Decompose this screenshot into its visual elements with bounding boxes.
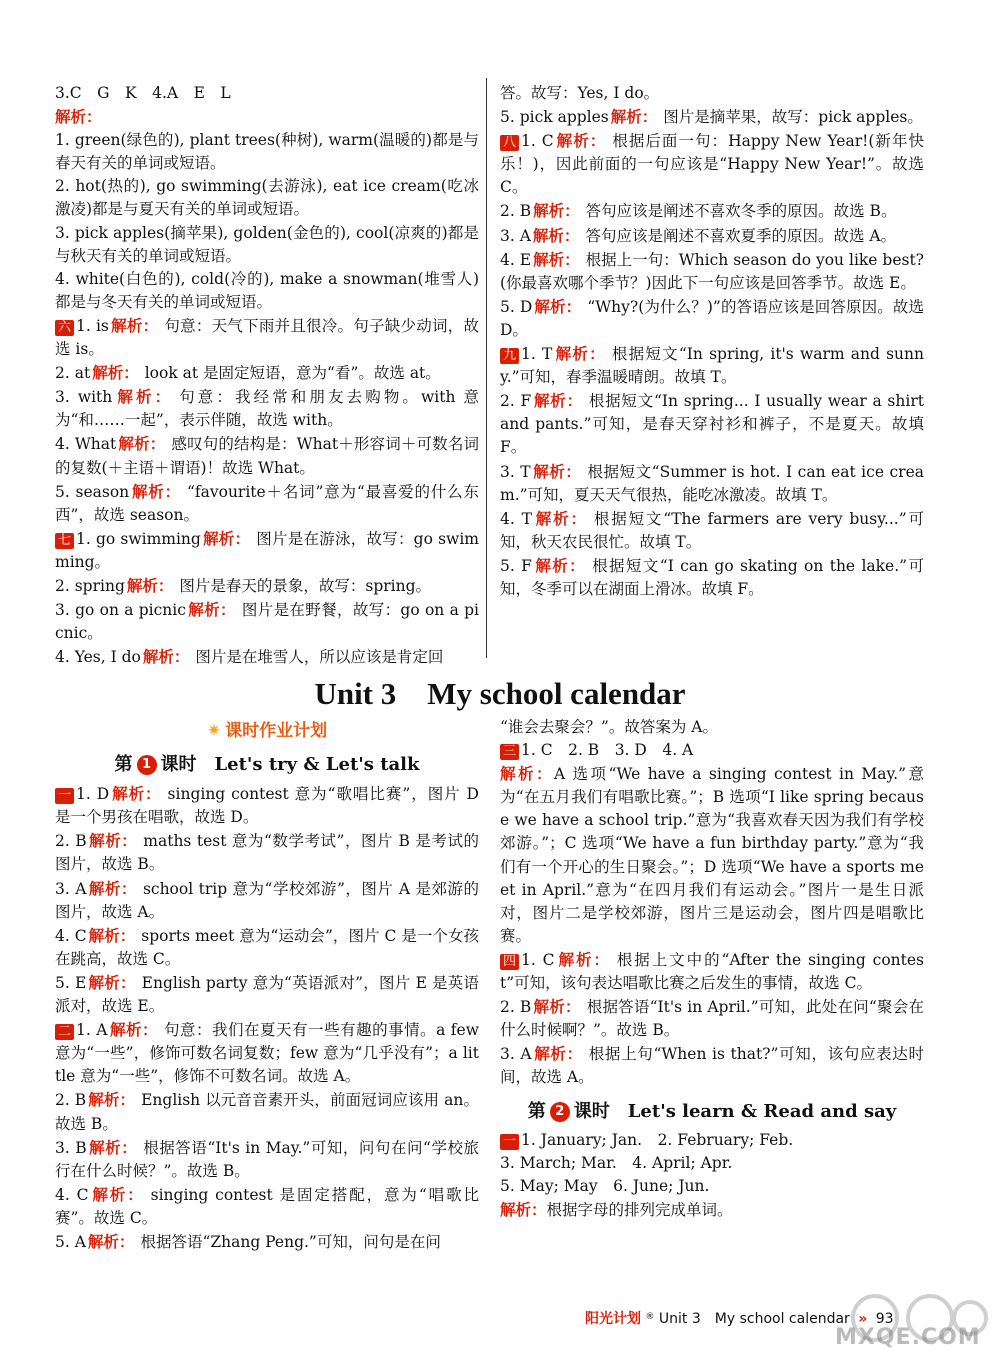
answer-line [55, 175, 479, 221]
answer-text: 4. E [500, 250, 532, 269]
analysis-label: 解析： [533, 249, 580, 269]
answer-line [55, 527, 479, 574]
answer-text: 答。故写：Yes, I do。 [500, 84, 660, 102]
analysis-label: 解析： [88, 878, 137, 898]
bottom-left-column [55, 716, 479, 1254]
analysis-label: 解析： [533, 201, 580, 221]
answer-line [500, 389, 924, 459]
answer-line [55, 314, 479, 361]
analysis-text: “favourite＋名词”意为“最喜爱的什么东西”，故选 season。 [55, 482, 479, 524]
answer-text: 5. pick apples [500, 108, 609, 127]
analysis-label: 解析： [88, 831, 138, 851]
section-number-badge: 一 [55, 788, 74, 804]
footer-unit: Unit 3 My school calendar [658, 1311, 850, 1327]
answer-text: 5. May; May 6. June; Jun. [500, 1176, 710, 1195]
answer-text: 1. C 2. B 3. D 4. A [521, 741, 694, 760]
analysis-label: 解析： [118, 434, 166, 454]
analysis-text: 根据答语“It's in May.”可知，问句在问“学校旅行在什么时候？”。故选 B。 [55, 1138, 479, 1180]
analysis-text: 根据上文中的“After the singing contest”可知，该句表达唱歌比赛之后发生的事情，故选 C。 [500, 950, 924, 993]
answer-line [500, 762, 924, 948]
analysis-label: 解析： [88, 1090, 136, 1110]
analysis-text: 句意：我们在夏天有一些有趣的事情。a few 意为“一些”，修饰可数名词复数；few 意为“几乎没有”；a little 意为“一些”，修饰不可数名词。故选 A。 [55, 1021, 479, 1086]
unit-title: Unit 3 My school calendar [314, 676, 686, 711]
answer-text: 3. with [55, 388, 113, 407]
answer-text: 1. is [76, 316, 109, 335]
analysis-text: singing contest 意为“歌唱比赛”，图片 D 是一个男孩在唱歌，故选 D。 [55, 785, 479, 827]
analysis-text: English 以元音音素开头，前面冠词应该用 an。故选 B。 [55, 1091, 479, 1133]
answer-line [55, 82, 479, 105]
answer-line [55, 268, 479, 314]
analysis-text: 句意：我经常和朋友去购物。with 意为“和……一起”，表示伴随，故选 with。 [55, 388, 479, 430]
analysis-label: 解析： [88, 925, 136, 945]
answer-text: 5. season [55, 482, 130, 501]
answer-text: 3. pick apples(摘苹果), golden(金色的), cool(凉爽的)都是与秋天有关的单词或短语。 [55, 223, 479, 265]
analysis-text: 句意：天气下雨并且很冷。句子缺少动词，故选 is。 [55, 316, 479, 359]
analysis-text: singing contest 是固定搭配，意为“唱歌比赛”。故选 C。 [55, 1185, 479, 1227]
answer-text: 2. B [55, 1091, 87, 1110]
answer-text: 2. spring [55, 576, 125, 595]
analysis-text: 根据答语“It's in April.”可知，此处在问“聚会在什么时候啊？”。故选 B。 [500, 998, 924, 1040]
analysis-label: 解析： [131, 481, 181, 501]
lesson-2-answers [500, 1129, 924, 1222]
lesson-prefix: 第 [114, 754, 133, 776]
analysis-label: 解析： [111, 784, 162, 804]
analysis-text: look at 是固定短语，意为“看”。故选 at。 [144, 364, 441, 383]
answer-line [500, 224, 924, 248]
analysis-label: 解析： [532, 225, 580, 245]
top-right-column [500, 82, 924, 601]
answer-text: 4. C [55, 1185, 89, 1204]
lesson-title: 课时 Let's learn & Read and say [573, 1100, 897, 1122]
lesson-number-badge: 1 [137, 755, 157, 775]
section-number-badge: 八 [500, 135, 519, 151]
section-number-badge: 一 [500, 1134, 519, 1150]
analysis-text: 图片是春天的景象，故写：spring。 [179, 576, 432, 595]
analysis-label: 解析： [534, 296, 582, 316]
analysis-text: A 选项“We have a singing contest in May.”意为“在五月我们有唱歌比赛。”；B 选项“I like spring because we have a school trip.”意为“我喜欢春天因为我们有学校郊游。”；C 选项“We have a fun birthday party.”意为“我们有一个开心的生日聚会。”；D 选项“We have a sports meet in April.”意为“在四月我们有运动会。”图片一是生日派对，图片二是学校郊游，图片三是运动会，图片四是唱歌比赛。 [500, 765, 924, 945]
section-number-badge: 四 [500, 954, 519, 970]
analysis-label: 解析： [55, 107, 102, 127]
lesson-1-answers [55, 782, 479, 1254]
analysis-label: 解析： [500, 764, 554, 784]
answer-text: 3. March; Mar. 4. April; Apr. [500, 1153, 733, 1172]
analysis-text: 图片是在游泳，故写：go swimming。 [55, 529, 479, 571]
analysis-text: 答句应该是阐述不喜欢冬季的原因。故选 B。 [585, 202, 897, 221]
answer-text: 2. F [500, 392, 532, 411]
answer-text: 1. January; Jan. 2. February; Feb. [521, 1130, 794, 1149]
answer-text: 1. go swimming [76, 529, 201, 548]
analysis-text: 图片是摘苹果，故写：pick apples。 [663, 108, 923, 127]
analysis-label: 解析： [110, 315, 159, 335]
answer-line [500, 82, 924, 105]
answer-text: “谁会去聚会？”。故答案为 A。 [500, 718, 718, 736]
analysis-label: 解析： [532, 461, 582, 481]
analysis-text: 根据短文“The farmers are very busy...”可知，秋天农民很忙。故填 T。 [500, 509, 924, 551]
analysis-label: 解析： [555, 131, 607, 151]
section-number-badge: 三 [500, 744, 519, 760]
analysis-text: 根据短文“I can go skating on the lake.”可知，冬季可以在湖面上滑冰。故填 F。 [500, 556, 924, 598]
answer-text: 1. A [76, 1021, 108, 1040]
lesson-title: 课时 Let's try & Let's talk [160, 754, 420, 776]
analysis-label: 解析： [90, 1184, 145, 1204]
answer-line [500, 1152, 924, 1175]
answer-line [500, 1129, 924, 1152]
answer-text: 2. B [500, 202, 532, 221]
answer-line [500, 342, 924, 389]
lesson-prefix: 第 [527, 1100, 546, 1122]
analysis-label: 解析： [126, 575, 174, 595]
answer-line [500, 948, 924, 995]
sparkle-icon: ✷ [206, 721, 222, 741]
answer-text: 4. white(白色的), cold(冷的), make a snowman(堆雪人)都是与冬天有关的单词或短语。 [55, 269, 479, 311]
answer-text: 2. B [55, 832, 87, 851]
answer-line [55, 598, 479, 645]
answer-text: 3. T [500, 462, 531, 481]
answer-line [55, 924, 479, 971]
answer-line [500, 739, 924, 762]
answer-line [55, 385, 479, 432]
analysis-label: 解析： [556, 949, 611, 969]
answer-line [55, 361, 479, 385]
analysis-text: 答句应该是阐述不喜欢夏季的原因。故选 A。 [585, 226, 897, 245]
analysis-label: 解析： [88, 972, 136, 992]
analysis-text: sports meet 意为“运动会”，图片 C 是一个女孩在跳高，故选 C。 [55, 926, 479, 968]
analysis-text: 根据上句“When is that?”可知，该句应表达时间，故选 A。 [500, 1045, 924, 1087]
analysis-label: 解析： [87, 1231, 135, 1251]
section-number-badge: 七 [55, 533, 74, 549]
analysis-label: 解析： [114, 387, 174, 407]
answer-line [55, 105, 479, 129]
analysis-label: 解析： [187, 600, 236, 620]
answer-line [55, 432, 479, 479]
analysis-text: 根据短文“In spring, it's warm and sunny.”可知，春季温暖晴朗。故填 T。 [500, 345, 924, 387]
answer-line [55, 1136, 479, 1183]
answer-line [500, 1198, 924, 1222]
answer-text: 1. D [76, 785, 110, 804]
analysis-text: 根据上一句：Which season do you like best?(你最喜欢哪个季节？)因此下一句应该是回答季节。故选 E。 [500, 250, 924, 292]
answer-text: 4. Yes, I do [55, 648, 141, 667]
top-left-column [55, 82, 479, 669]
analysis-text: 根据短文“In spring... I usually wear a shirt and pants.”可知，是春天穿衬衫和裤子，不是夏天。故填 F。 [500, 392, 924, 457]
answer-line [500, 129, 924, 199]
answer-text: 1. C [521, 950, 555, 969]
answer-line [500, 716, 924, 739]
analysis-label: 解析： [533, 1044, 583, 1064]
analysis-label: 解析： [533, 508, 588, 528]
answer-line [55, 1088, 479, 1135]
plan-label: 课时作业计划 [225, 721, 328, 741]
analysis-text: 根据答语“Zhang Peng.”可知，问句是在问 [140, 1232, 441, 1251]
analysis-label: 解析： [554, 344, 606, 364]
analysis-text: English party 意为“英语派对”，图片 E 是英语派对，故选 E。 [55, 973, 479, 1016]
analysis-label: 解析： [533, 391, 583, 411]
answer-line [55, 782, 479, 829]
analysis-text: maths test 意为“数学考试”，图片 B 是考试的图片，故选 B。 [55, 832, 479, 874]
answer-line [500, 460, 924, 507]
analysis-text: 根据短文“Summer is hot. I can eat ice cream.”可知，夏天天气很热，能吃冰激凌。故填 T。 [500, 462, 924, 504]
homework-plan-heading [55, 720, 479, 743]
answer-text: 3. go on a picnic [55, 601, 186, 620]
answer-text: 5. D [500, 297, 533, 316]
answer-line [500, 1175, 924, 1198]
answer-text: 1. T [521, 345, 553, 364]
analysis-text: school trip 意为“学校郊游”，图片 A 是郊游的图片，故选 A。 [55, 879, 479, 921]
answer-line [500, 105, 924, 129]
answer-line [55, 1183, 479, 1230]
answer-text: 3. B [55, 1138, 87, 1157]
answer-text: 5. A [55, 1232, 86, 1251]
analysis-label: 解析： [142, 647, 190, 667]
lesson-2-heading [500, 1100, 924, 1123]
answer-line [55, 877, 479, 924]
analysis-text: 图片是在野餐，故写：go on a picnic。 [55, 601, 479, 643]
analysis-label: 解析： [533, 555, 587, 575]
lesson-number-badge: 2 [550, 1102, 570, 1122]
analysis-text: 感叹句的结构是：What＋形容词＋可数名词的复数(＋主语＋谓语)！故选 What。 [55, 435, 479, 477]
watermark-text: MXQE.COM [835, 1325, 981, 1350]
lesson-1-answers-cont [500, 716, 924, 1090]
answer-text: 3. A [55, 879, 87, 898]
analysis-label: 解析： [109, 1020, 158, 1040]
answer-line [55, 480, 479, 527]
answer-line [55, 1230, 479, 1254]
analysis-label: 解析： [88, 1137, 138, 1157]
answer-text: 4. T [500, 509, 532, 528]
analysis-label: 解析： [92, 363, 139, 383]
answer-line [500, 1042, 924, 1089]
answer-text: 3. A [500, 1045, 532, 1064]
page-number: 93 [875, 1311, 894, 1327]
answer-line [55, 645, 479, 669]
answer-line [55, 1018, 479, 1088]
answer-text: 1. green(绿色的), plant trees(种树), warm(温暖的)都是与春天有关的单词或短语。 [55, 131, 479, 173]
section-number-badge: 六 [55, 320, 74, 336]
bottom-right-column [500, 716, 924, 1222]
section-number-badge: 九 [500, 348, 519, 364]
answer-text: 2. hot(热的), go swimming(去游泳), eat ice cream(吃冰激凌)都是与夏天有关的单词或短语。 [55, 177, 479, 219]
answer-text: 2. at [55, 364, 91, 383]
double-chevron-icon: » [858, 1311, 868, 1327]
answer-line [500, 295, 924, 342]
analysis-text: 根据字母的排列完成单词。 [546, 1200, 733, 1219]
answer-line [55, 971, 479, 1018]
answer-text: 5. E [55, 973, 87, 992]
analysis-text: “Why?(为什么？)”的答语应该是回答原因。故选 D。 [500, 297, 924, 339]
answer-text: 2. B [500, 998, 532, 1017]
answer-line [55, 222, 479, 268]
brand-name: 阳光计划 [585, 1311, 641, 1327]
answer-line [500, 248, 924, 295]
registered-icon: ® [645, 1312, 655, 1322]
analysis-label: 解析： [533, 997, 581, 1017]
answer-line [500, 554, 924, 601]
answer-line [55, 574, 479, 598]
answer-text: 4. What [55, 435, 117, 454]
answer-line [55, 829, 479, 876]
answer-line [55, 129, 479, 175]
answer-line [500, 995, 924, 1042]
analysis-text: 图片是在堆雪人，所以应该是肯定回 [195, 648, 444, 667]
analysis-label: 解析： [500, 1199, 547, 1219]
answer-text: 4. C [55, 926, 87, 945]
lesson-1-heading [55, 753, 479, 776]
answer-text: 1. C [521, 132, 554, 151]
answer-text: 3.C G K 4.A E L [55, 84, 231, 102]
section-number-badge: 二 [55, 1024, 74, 1040]
analysis-label: 解析： [202, 528, 251, 548]
analysis-text: 根据后面一句：Happy New Year!(新年快乐！)，因此前面的一句应该是“Happy New Year!”。故选 C。 [500, 132, 924, 197]
answer-line [500, 507, 924, 554]
analysis-label: 解析： [610, 107, 658, 127]
answer-text: 3. A [500, 226, 531, 245]
answer-line [500, 199, 924, 223]
column-divider [486, 78, 487, 658]
answer-text: 5. F [500, 556, 532, 575]
